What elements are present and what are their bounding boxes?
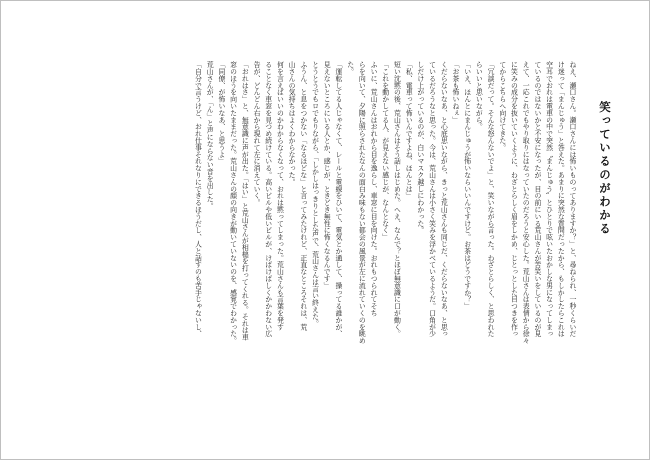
text-line: ているだろうなと思った。今は、荒山さんは小さく笑みを浮かべているようだ。口角が少 (427, 61, 436, 337)
text-line: えて、一応これでもやり取りにはなっていたのだろうと安心した。荒山さんは表情から徐々 (521, 61, 530, 344)
text-line: 空耳でおれは電車の中で突然〝まんじゅう〟とひとりで呟いたおかしな男になってしまっ (544, 61, 553, 337)
text-line: しだけ上がっているのが、白いマスク越しにわかった。 (415, 61, 424, 234)
text-line: ることなく車窓を見つめ続けている。高いビルや低いビルが、けばけばしくかかわない広 (263, 61, 272, 337)
text-line: け迷って「まんじゅう」と答えた。あまりに突然な質問だったから、もしかしたらこれは (556, 61, 565, 337)
text-line: 「冗談だって。そんな怒んないでよ」と、笑いながら言った。わざとらしく、と思われた (486, 61, 495, 337)
document-body (57, 61, 577, 401)
text-line: 「お茶も怖いねぇ」 (450, 61, 459, 124)
text-line: とうとうでもロでもりながら、「しかしはっきりとした声で、荒山さんは言い終えた。 (310, 61, 319, 327)
text-line: 「いえ、ほんとにまんじゅうが怖いならいいんですけど。お茶はどうですか？」 (462, 61, 471, 310)
text-line: に笑みの成分を抜いていくように、わざとらしく眉をしかめ、じとっとした目つきを作っ (509, 61, 518, 337)
text-line: らいいと思いながら。 (474, 61, 483, 130)
text-line: ふいに、荒山さんはおれから目を逸らし、車窓に目を向けた。おれもつられてそち (369, 61, 378, 317)
text-line: くだらないなあ、と心底思いながら、きっと荒山さんも同じだ、くだらないなあ、と思っ (439, 61, 448, 337)
text-line: 短い沈黙の後、荒山さんはそう話しはじめた。へえ、なんで？とほぼ無意識に口が動く。 (392, 61, 401, 337)
text-line: ねえ、瀬口さん。瀬口さんには怖いものってありますか？」と、尋ねられ、一秒くらいだ (568, 61, 576, 337)
text-line: ふうん、と息をつかない「なるほどな」と言ってみたけれど、正直なところそれは、荒 (298, 61, 307, 331)
text-line: た。 (345, 61, 354, 75)
text-line: 見えないところにいる人とか、感じが、ときどき無性に怖くなるんです」 (322, 61, 331, 289)
text-line: 「私、電車って怖いんですよね、ほんとは」 (404, 61, 413, 199)
text-line: 「おれはさ」と、無意識に声が出た。「はい」と荒山さんが相槌を打ってくれる。それは車 (240, 61, 249, 341)
document-title: 笑っているのがわかる (598, 101, 612, 236)
text-line: てからこちらへ向けてきた。 (497, 61, 506, 151)
text-line: 告が、どんどん右から現れて左に消えていく。 (252, 61, 261, 206)
text-line: 何を言えばいいのかわからなくなって、おれは黙ってしまった。荒山さんも言葉を発す (275, 61, 284, 331)
text-line: らを向いて、夕陽に照らされたなんの面白み味もない都会の風景が左に流れていくのを眺め (357, 61, 366, 344)
text-line: 山さんの気持ちはよくわからなかった。 (287, 61, 296, 186)
text-line: 「自分で言うけど、おれ仕事それなりにできるほうだし、人と話すのも苦手じゃないし、 (193, 61, 202, 337)
text-line: ているのではないかと不安になったが、目の前にいる荒山さんが苦笑いをしているのが見 (532, 61, 541, 337)
text-line: 「運転してる人じゃなくて、レールと電線をひいて、電気とか通して、操ってる誰かが、 (333, 61, 342, 337)
text-line: 「同僚、が怖いなあ、と思うよ」 (216, 61, 225, 165)
text-line: 荒山さんが、「ん」と声にならない音を出した。 (205, 61, 214, 210)
text-line: 「これを動かしてる人、が見えない感じが、なんとなく」 (380, 61, 389, 241)
text-line: 窓のほうを向いたままだった。荒山さんの顔の向きが動いていないのを、感覚でわかった。 (228, 61, 237, 344)
